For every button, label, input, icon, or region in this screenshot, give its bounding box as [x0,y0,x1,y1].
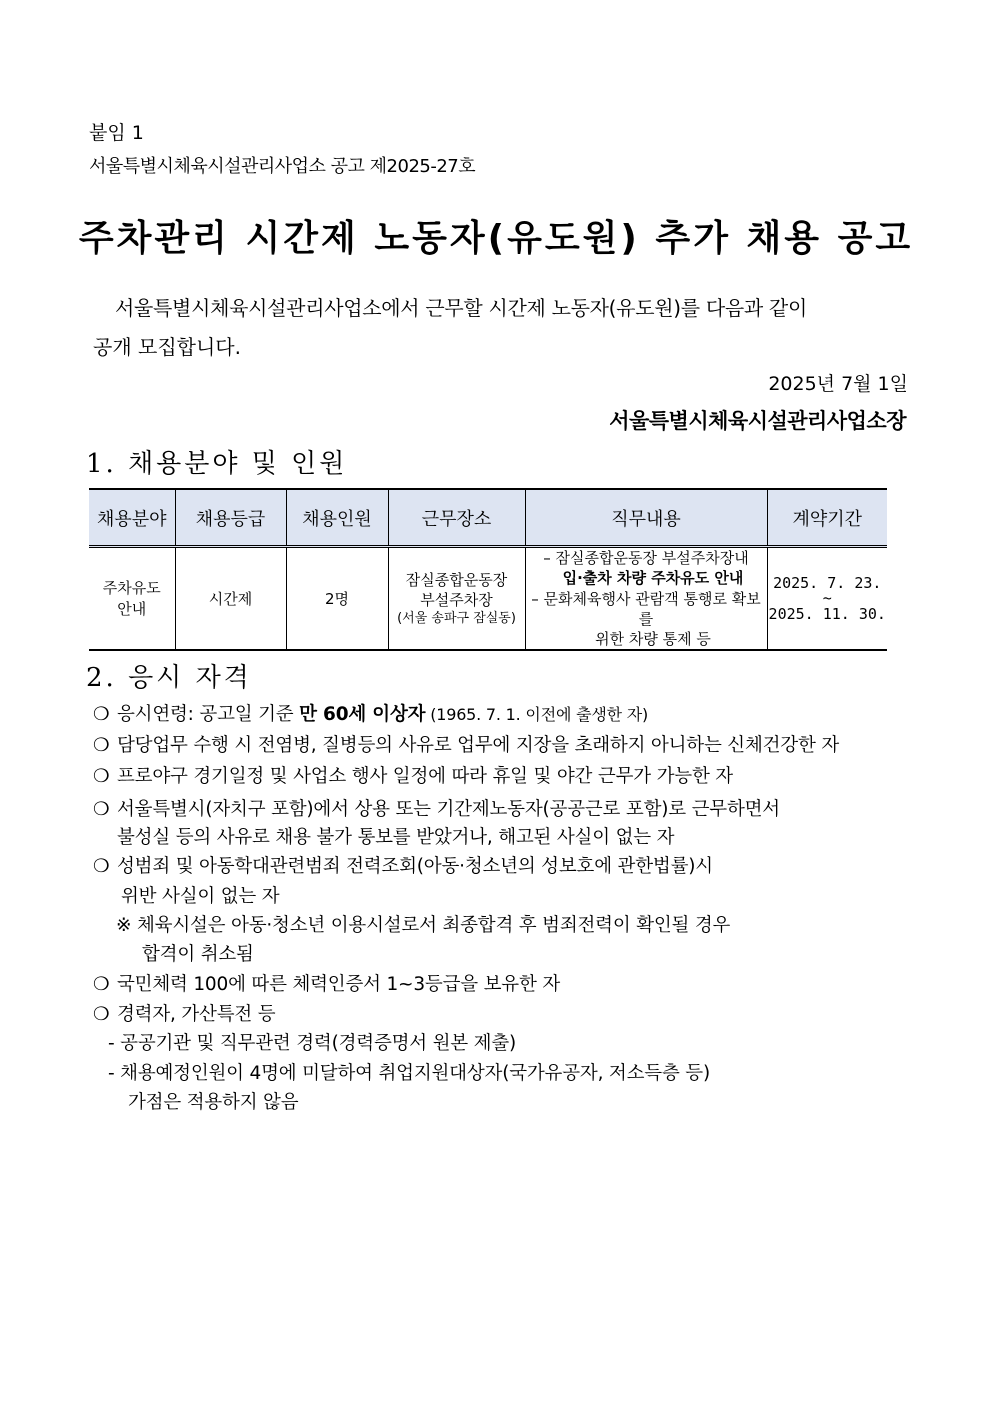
qualification-subitem: - 채용예정인원이 4명에 미달하여 취업지원대상자(국가유공자, 저소득층 등) [108,1063,710,1084]
table-header-cell: 직무내용 [525,489,767,547]
qualification-note: ※ 체육시설은 아동·청소년 이용시설로서 최종합격 후 범죄전력이 확인될 경우 [116,915,731,936]
place-cell [388,547,525,651]
section-heading-qualifications: 2. 응시 자격 [86,663,252,693]
qualification-item: ❍ 경력자, 가산특전 등 [93,1004,276,1025]
qualification-item: ❍ 서울특별시(자치구 포함)에서 상용 또는 기간제노동자(공공근로 포함)로 근무하면서 [93,799,780,820]
circle-bullet-icon: ❍ [93,766,110,787]
section-heading-recruitment: 1. 채용분야 및 인원 [86,449,348,479]
table-header-cell: 근무장소 [388,489,525,547]
place-line: 잠실종합운동장 [405,570,508,589]
table-row [89,547,887,651]
table-header-cell: 채용분야 [89,489,175,547]
circle-bullet-icon: ❍ [93,704,110,725]
duty-line: – 잠실종합운동장 부설주차장내 [543,549,749,567]
period-end: 2025. 11. 30. [768,604,886,623]
duty-line: – 문화체육행사 관람객 통행로 확보를 [531,589,761,628]
qualification-item: ❍ 성범죄 및 아동학대관련범죄 전력조회(아동·청소년의 성보호에 관한법률)시 [93,856,713,877]
field-cell: 주차유도 안내 [89,547,175,651]
attachment-label: 붙임 1 [89,122,144,144]
period-cell [767,547,887,651]
circle-bullet-icon: ❍ [93,799,110,820]
duty-cell [525,547,767,651]
place-line: 부설주차장 [420,590,493,609]
qualification-item: ❍ 담당업무 수행 시 전염병, 질병등의 사유로 업무에 지장을 초래하지 아니하는 신체건강한 자 [93,735,839,756]
circle-bullet-icon: ❍ [93,735,110,756]
circle-bullet-icon: ❍ [93,1004,110,1025]
circle-bullet-icon: ❍ [93,856,110,877]
page-title: 주차관리 시간제 노동자(유도원) 추가 채용 공고 [78,218,914,259]
table-header-row [89,489,887,547]
table-header-cell: 채용등급 [175,489,286,547]
recruitment-table [89,488,887,651]
qualification-item: ❍ 국민체력 100에 따른 체력인증서 1~3등급을 보유한 자 [93,974,560,995]
qualification-item-continued: 불성실 등의 사유로 채용 불가 통보를 받았거나, 해고된 사실이 없는 자 [117,827,675,848]
intro-text-line2: 공개 모집합니다. [93,335,241,359]
table-header-cell: 계약기간 [767,489,887,547]
place-address: (서울 송파구 잠실동) [397,611,516,627]
notice-date: 2025년 7월 1일 [768,373,908,395]
period-start: 2025. 7. 23. [773,574,882,593]
period-tilde: ~ [822,589,832,608]
duty-line: 입·출차 차량 주차유도 안내 [562,569,744,588]
qualification-item-continued: 위반 사실이 없는 자 [121,886,280,907]
qualification-item: ❍ 프로야구 경기일정 및 사업소 행사 일정에 따라 휴일 및 야간 근무가 가능한 자 [93,766,733,787]
qualification-subitem: - 공공기관 및 직무관련 경력(경력증명서 원본 제출) [108,1033,517,1054]
qualification-note-continued: 합격이 취소됨 [142,944,254,965]
table-header-cell: 채용인원 [286,489,388,547]
notice-number: 서울특별시체육시설관리사업소 공고 제2025-27호 [89,156,476,177]
qualification-item: ❍ 응시연령: 공고일 기준 만 60세 이상자 (1965. 7. 1. 이전에 출생한 자) [93,704,649,725]
grade-cell: 시간제 [175,547,286,651]
count-cell: 2명 [286,547,388,651]
qualification-subitem-continued: 가점은 적용하지 않음 [128,1092,299,1113]
duty-line: 위한 차량 통제 등 [595,630,711,648]
issuer-signature: 서울특별시체육시설관리사업소장 [609,409,906,433]
circle-bullet-icon: ❍ [93,974,110,995]
intro-text-line1: 서울특별시체육시설관리사업소에서 근무할 시간제 노동자(유도원)를 다음과 같이 [115,296,807,320]
